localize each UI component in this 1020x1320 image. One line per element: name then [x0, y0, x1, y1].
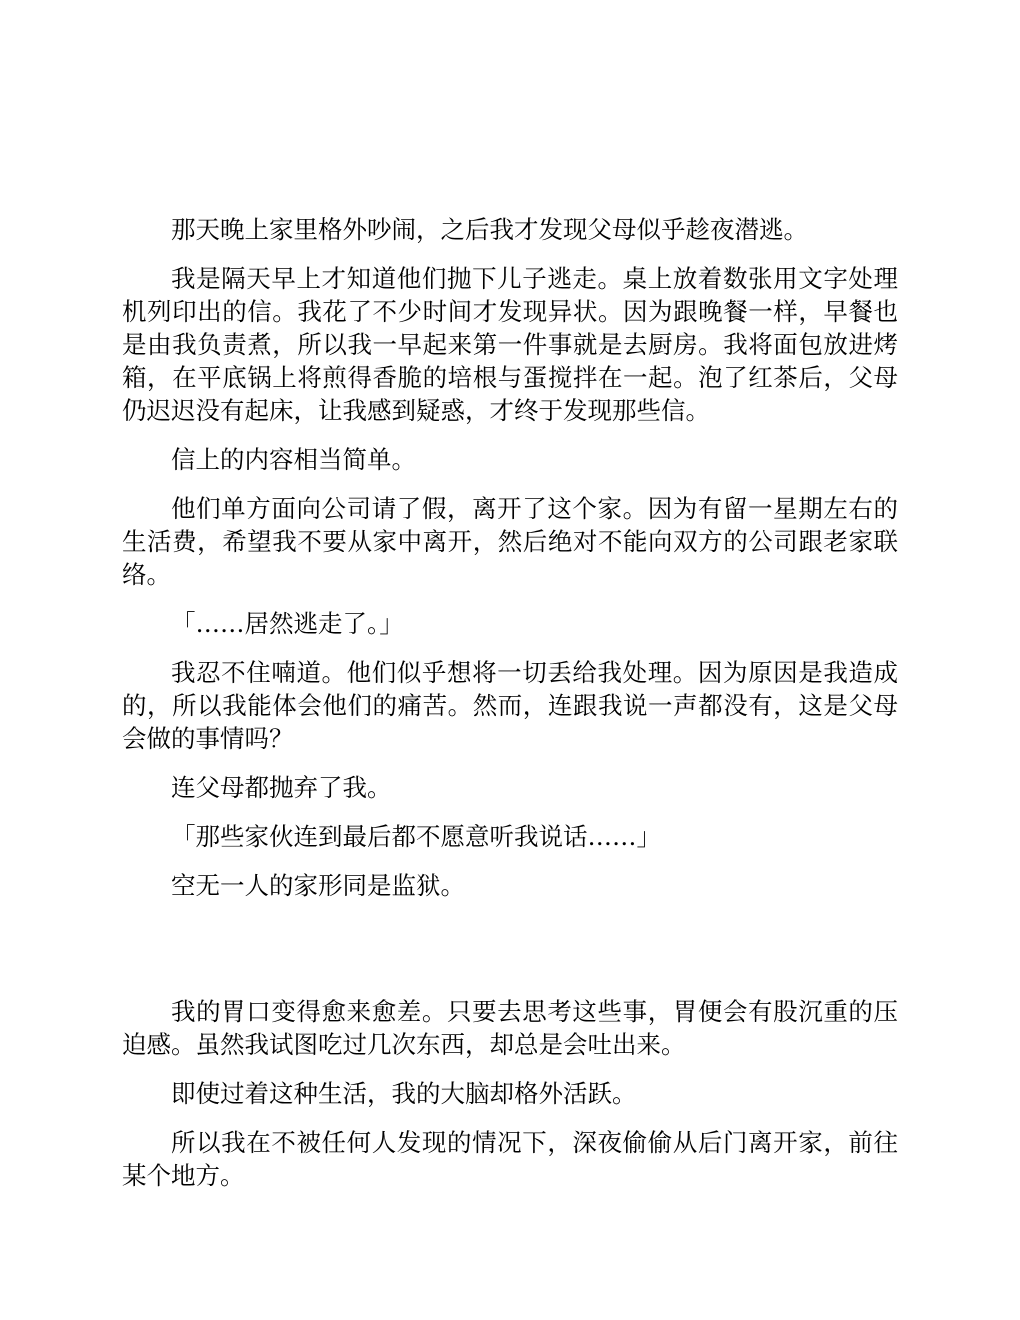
paragraph: 即使过着这种生活，我的大脑却格外活跃。: [171, 1079, 637, 1108]
paragraph: 他们单方面向公司请了假，离开了这个家。因为有留一星期左右的生活费，希望我不要从家中离开，然后绝对不能向双方的公司跟老家联络。: [122, 494, 898, 589]
paragraph: 那天晚上家里格外吵闹，之后我才发现父母似乎趁夜潜逃。: [171, 215, 808, 244]
paragraph: 连父母都抛弃了我。: [171, 773, 392, 802]
paragraph: 空无一人的家形同是监狱。: [171, 871, 465, 900]
paragraph: 所以我在不被任何人发现的情况下，深夜偷偷从后门离开家，前往某个地方。: [122, 1128, 898, 1190]
section-2: [122, 995, 898, 1192]
section-1: [122, 213, 898, 902]
paragraph: 信上的内容相当简单。: [171, 445, 416, 474]
dialogue-line: 「……居然逃走了。」: [171, 609, 404, 638]
paragraph: 我的胃口变得愈来愈差。只要去思考这些事，胃便会有股沉重的压迫感。虽然我试图吃过几次东西，却总是会吐出来。: [122, 997, 898, 1059]
paragraph: 我忍不住喃道。他们似乎想将一切丢给我处理。因为原因是我造成的，所以我能体会他们的痛苦。然而，连跟我说一声都没有，这是父母会做的事情吗？: [122, 658, 898, 753]
paragraph: 我是隔天早上才知道他们抛下儿子逃走。桌上放着数张用文字处理机列印出的信。我花了不少时间才发现异状。因为跟晚餐一样，早餐也是由我负责煮，所以我一早起来第一件事就是去厨房。我将面包放进烤箱，在平底锅上将煎得香脆的培根与蛋搅拌在一起。泡了红茶后，父母仍迟迟没有起床，让我感到疑惑，才终于发现那些信。: [122, 264, 898, 425]
dialogue-line: 「那些家伙连到最后都不愿意听我说话……」: [171, 822, 661, 851]
